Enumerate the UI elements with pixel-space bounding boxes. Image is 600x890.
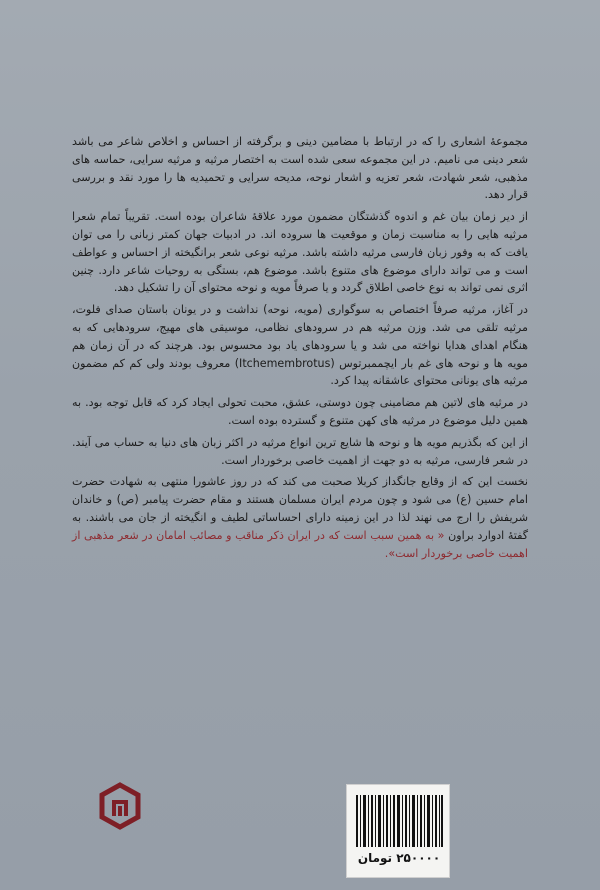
- paragraph-1: مجموعهٔ اشعاری را که در ارتباط با مضامین دینی و برگرفته از احساس و اخلاص شاعر می باشد شعر دینی می نامیم. در این مجموعه سعی شده است به اختصار مرثیه و مرثیه سرایی، حماسه های مذهبی، شعر شهادت، شعر تعزیه و اشعار نوحه، مدیحه سرایی و تحمیدیه ها را مورد نقد و بررسی قرار دهد.: [72, 135, 528, 202]
- paragraph-2: از دیر زمان بیان غم و اندوه گذشتگان مضمون مورد علاقهٔ شاعران بوده است. تقریباً تمام شعرا مرثیه هایی را به مناسبت زمان و موقعیت ها سروده اند. در ادبیات جهان کمتر زبانی را می توان یافت که به وفور زبان فارسی مرثیه داشته باشد. مرثیه نوعی شعر برانگیخته از احساس و عواطف است و می تواند دارای موضوع های متنوع باشد. موضوع هم، بستگی به روحیات شاعر دارد. چنین اثری نمی تواند به نوع خاصی اطلاق گردد و یا صرفاً مویه و نوحه محتوای آن را تشکیل دهد.: [72, 210, 528, 295]
- barcode-icon: [353, 793, 445, 849]
- publisher-logo: [98, 782, 142, 830]
- paragraph-6: [72, 473, 528, 562]
- barcode-sticker: [346, 784, 450, 878]
- paragraph-5: از این که بگذریم مویه ها و نوحه ها شایع ترین انواع مرثیه در اکثر زبان های دنیا به حساب می آیند. در شعر فارسی، مرثیه به دو جهت از اهمیت خاصی برخوردار است.: [72, 435, 528, 467]
- blurb-text: [72, 133, 528, 566]
- paragraph-6-text: نخست این که از وقایع جانگداز کربلا صحبت می کند که در روز عاشورا منتهی به شهادت حضرت امام حسین (ع) می شود و چون مردم ایران مسلمان هستند و مقام حضرت پیامبر (ص) و خاندان شریفش را ارج می نهند لذا در این زمینه دارای احساساتی لطیف و انگیخته از جان می باشند. به گفتهٔ ادوارد براون: [72, 475, 529, 542]
- paragraph-3: در آغاز، مرثیه صرفاً اختصاص به سوگواری (مویه، نوحه) نداشت و در یونان باستان صدای فلوت، مرثیه تلقی می شد. وزن مرثیه هم در سرودهای نظامی، موسیقی های مهیج، سرودهایی که به هنگام اهدای هدایا نواخته می شد و یا سرودهای یاد بود محسوس بود. هرچند که در آن زمان هم مویه ها و نوحه های غم بار ایچممبرتوس (Itchemembrotus) معروف بودند ولی کم کم مضمون مرثیه های یونانی محتوای عاشقانه پیدا کرد.: [72, 303, 528, 388]
- price-label: ۲۵۰۰۰۰ تومان: [357, 851, 441, 865]
- publisher-logo-icon: [98, 782, 142, 830]
- paragraph-4: در مرثیه های لاتین هم مضامینی چون دوستی، عشق، محبت تحولی ایجاد کرد که قابل توجه بود. به همین دلیل موضوع در مرثیه های کهن متنوع و گسترده بوده است.: [72, 396, 528, 427]
- quote-text: « به همین سبب است که در ایران ذکر مناقب و مصائب امامان در شعر مذهبی از اهمیت خاصی برخوردار است».: [72, 528, 528, 560]
